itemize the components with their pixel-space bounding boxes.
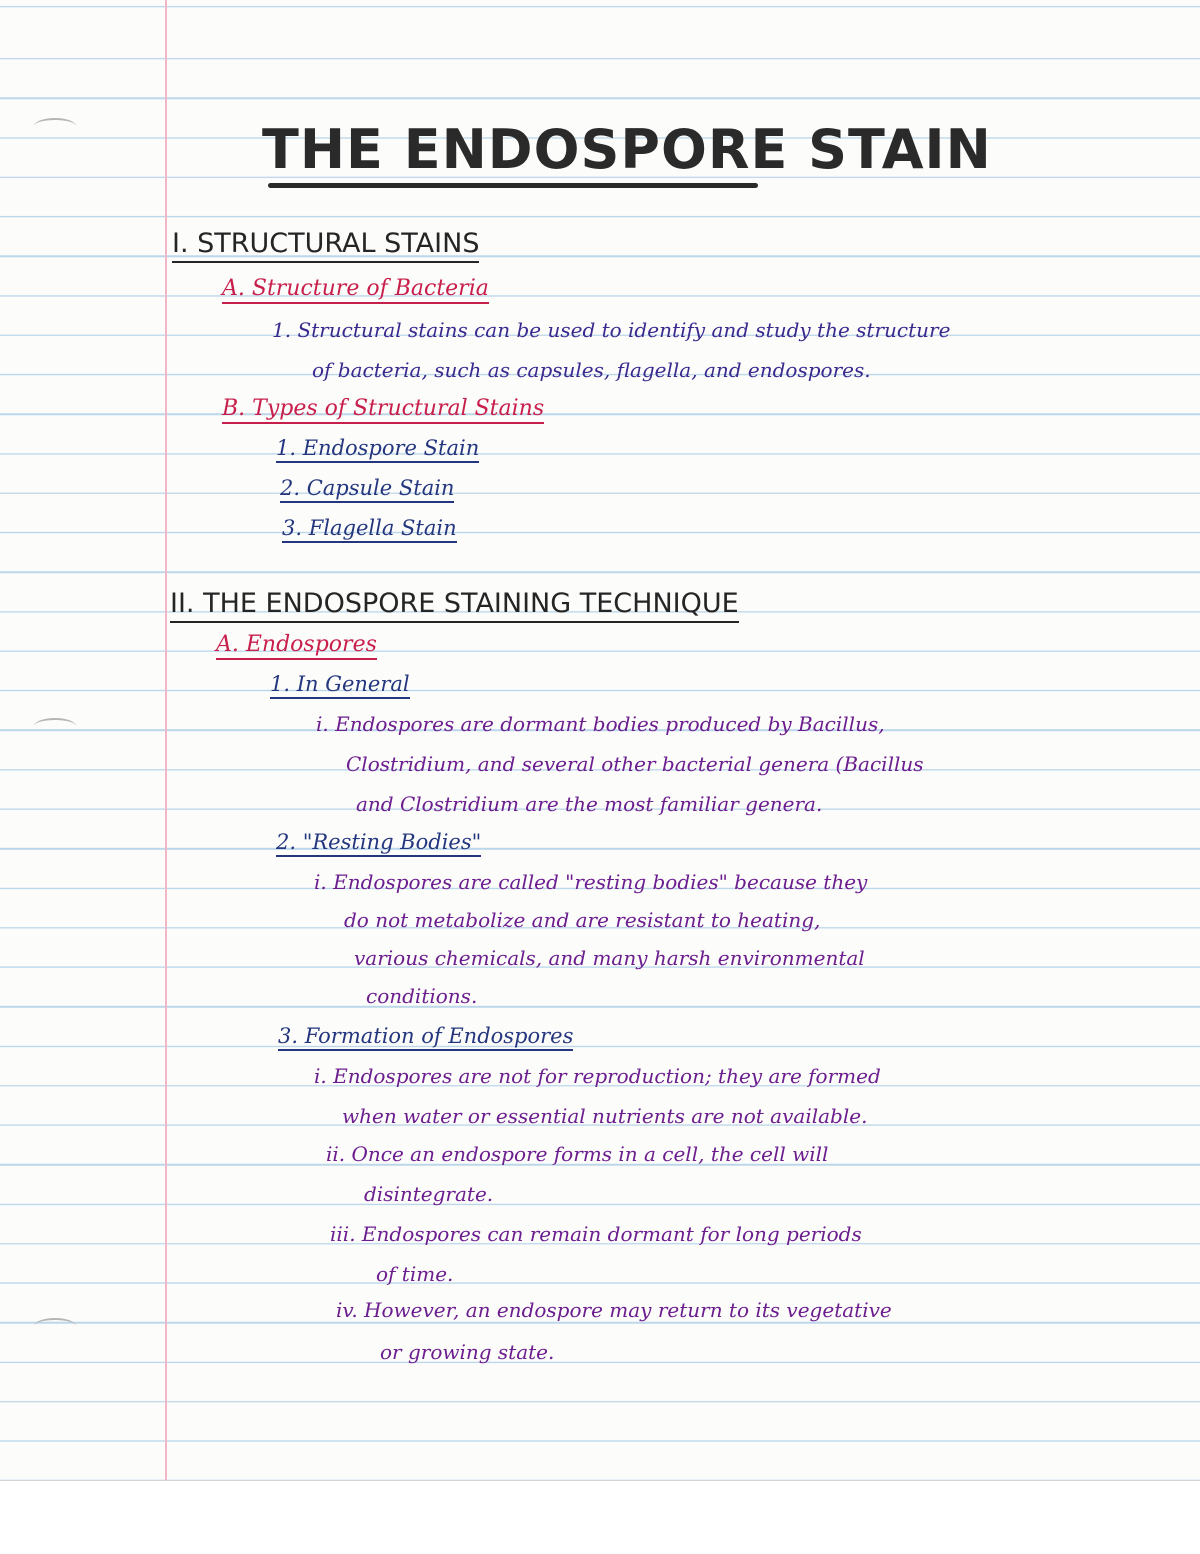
note-line: of bacteria, such as capsules, flagella, and endospores. — [312, 358, 871, 382]
margin-line — [165, 0, 167, 1480]
note-line: and Clostridium are the most familiar genera. — [356, 792, 823, 816]
list-item-endospore-stain: 1. Endospore Stain — [276, 436, 479, 463]
note-line: iv. However, an endospore may return to its vegetative — [336, 1298, 892, 1322]
subheading-types-of-structural-stains: B. Types of Structural Stains — [222, 396, 544, 424]
note-line: i. Endospores are not for reproduction; they are formed — [314, 1064, 881, 1088]
title-underline — [268, 183, 758, 188]
subsection-formation-of-endospores: 3. Formation of Endospores — [278, 1024, 573, 1051]
note-line: of time. — [376, 1262, 454, 1286]
note-line: various chemicals, and many harsh environmental — [354, 946, 865, 970]
section-heading-endospore-staining-technique: II. THE ENDOSPORE STAINING TECHNIQUE — [170, 588, 739, 623]
page-title: THE ENDOSPORE STAIN — [262, 118, 992, 181]
note-line: conditions. — [366, 984, 478, 1008]
note-line: i. Endospores are dormant bodies produced by Bacillus, — [316, 712, 885, 736]
subsection-in-general: 1. In General — [270, 672, 410, 699]
subheading-structure-of-bacteria: A. Structure of Bacteria — [222, 276, 489, 304]
note-line: disintegrate. — [364, 1182, 494, 1206]
list-item-flagella-stain: 3. Flagella Stain — [282, 516, 457, 543]
note-line: when water or essential nutrients are not available. — [342, 1104, 868, 1128]
note-line: i. Endospores are called "resting bodies" because they — [314, 870, 868, 894]
note-line: ii. Once an endospore forms in a cell, the cell will — [326, 1142, 829, 1166]
section-heading-structural-stains: I. STRUCTURAL STAINS — [172, 228, 479, 263]
binder-hole — [34, 118, 76, 134]
note-line: or growing state. — [380, 1340, 555, 1364]
subheading-endospores: A. Endospores — [216, 632, 377, 660]
note-line: iii. Endospores can remain dormant for long periods — [330, 1222, 862, 1246]
binder-hole — [34, 718, 76, 734]
scan-bottom-edge — [0, 1480, 1200, 1554]
binder-hole — [34, 1318, 76, 1334]
note-line: Clostridium, and several other bacterial genera (Bacillus — [346, 752, 924, 776]
subsection-resting-bodies: 2. "Resting Bodies" — [276, 830, 481, 857]
list-item-capsule-stain: 2. Capsule Stain — [280, 476, 454, 503]
note-line: 1. Structural stains can be used to identify and study the structure — [272, 318, 951, 342]
note-line: do not metabolize and are resistant to heating, — [344, 908, 821, 932]
